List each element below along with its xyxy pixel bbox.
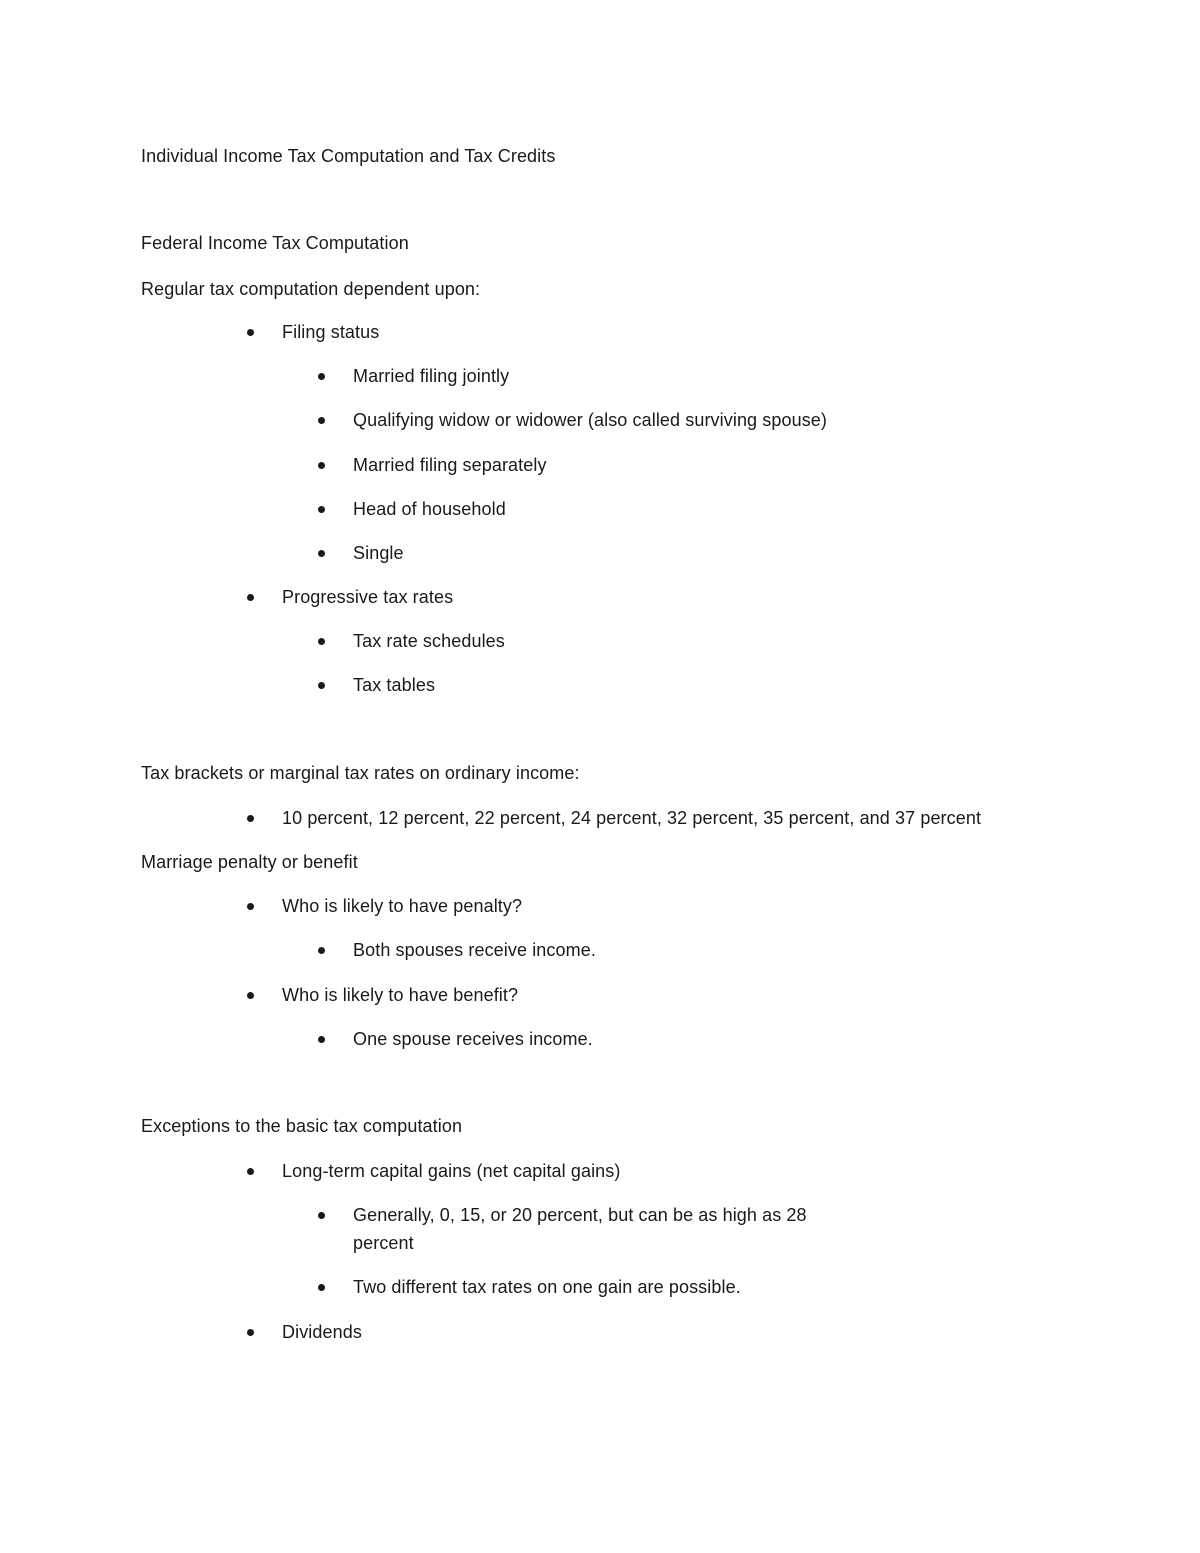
bullet-icon [247, 992, 254, 999]
bullet-icon [247, 903, 254, 910]
list-item: Married filing separately [353, 455, 547, 475]
list-item: Married filing jointly [353, 366, 510, 386]
section-heading-marriage-penalty: Marriage penalty or benefit [141, 852, 358, 872]
section-heading-regular-computation: Regular tax computation dependent upon: [141, 279, 481, 299]
list-item: Both spouses receive income. [353, 940, 596, 960]
bullet-icon [247, 594, 254, 601]
list-item: Generally, 0, 15, or 20 percent, but can be as high as 28 percent [353, 1205, 807, 1253]
bullet-icon [247, 1168, 254, 1175]
bullet-icon [318, 462, 325, 469]
document-title: Individual Income Tax Computation and Tax Credits [141, 146, 556, 166]
bullet-icon [318, 682, 325, 689]
bullet-icon [318, 1212, 325, 1219]
list-item: Long-term capital gains (net capital gains) [282, 1161, 621, 1181]
bullet-icon [318, 1036, 325, 1043]
list-item: Tax tables [353, 675, 436, 695]
section-heading-federal-computation: Federal Income Tax Computation [141, 233, 409, 253]
bullet-icon [318, 506, 325, 513]
section-heading-tax-brackets: Tax brackets or marginal tax rates on ordinary income: [141, 763, 580, 783]
bullet-icon [247, 329, 254, 336]
bullet-icon [247, 1329, 254, 1336]
list-item: 10 percent, 12 percent, 22 percent, 24 percent, 32 percent, 35 percent, and 37 percent [282, 808, 982, 828]
bullet-icon [247, 815, 254, 822]
list-item: Two different tax rates on one gain are possible. [353, 1277, 741, 1297]
bullet-icon [318, 373, 325, 380]
list-item: Filing status [282, 322, 380, 342]
list-item: Who is likely to have penalty? [282, 896, 523, 916]
list-item: Progressive tax rates [282, 587, 454, 607]
list-item: Who is likely to have benefit? [282, 985, 519, 1005]
list-item: Head of household [353, 499, 506, 519]
bullet-icon [318, 638, 325, 645]
section-heading-exceptions: Exceptions to the basic tax computation [141, 1116, 463, 1136]
list-item: Tax rate schedules [353, 631, 505, 651]
bullet-icon [318, 1284, 325, 1291]
list-item: Dividends [282, 1322, 362, 1342]
bullet-icon [318, 947, 325, 954]
bullet-icon [318, 417, 325, 424]
list-item: Qualifying widow or widower (also called surviving spouse) [353, 410, 828, 430]
bullet-icon [318, 550, 325, 557]
list-item: One spouse receives income. [353, 1029, 593, 1049]
list-item: Single [353, 543, 404, 563]
